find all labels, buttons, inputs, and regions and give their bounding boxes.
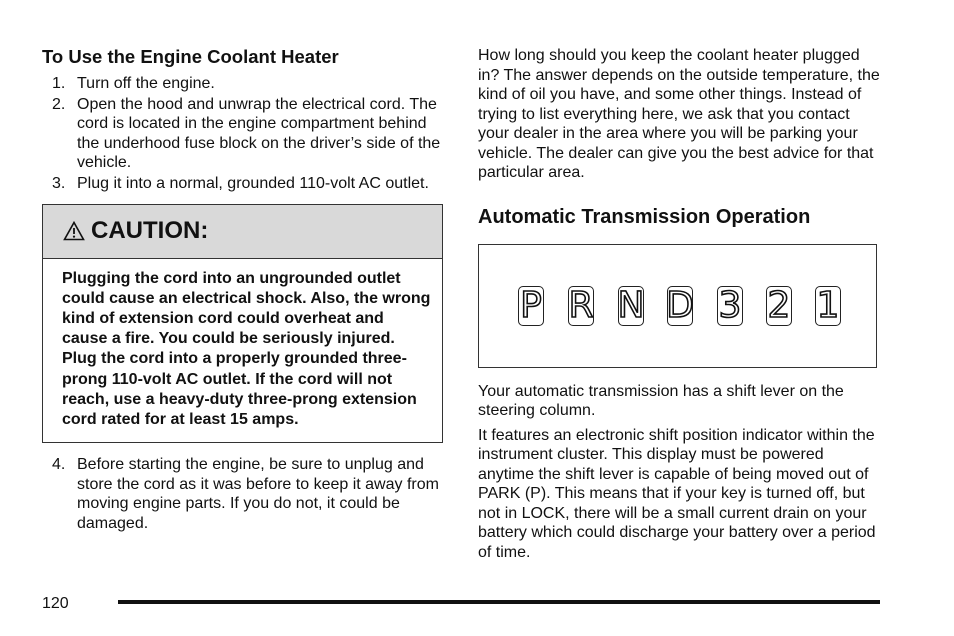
step-number: 4. [52,456,66,474]
paragraph-indicator: It features an electronic shift position indicator within the instrument cluster. This display must be powered anytime the shift lever is capable of being moved out of PARK (P). This means that if your key is turned off, but not in LOCK, there will be a small current drain on your battery which could discharge your battery over a period of time. [478,426,876,561]
step-text: Turn off the engine. [77,75,215,92]
page-number: 120 [42,595,69,612]
paragraph-shift-lever: Your automatic transmission has a shift lever on the steering column. [478,382,844,419]
caution-text: Plugging the cord into an ungrounded outlet could cause an electrical shock. Also, the wrong kind of extension cord could overheat and cause a fire. You could be seriously injured. Plug the cord into a properly grounded three-prong 110-volt AC outlet. If the cord will not reach, use a heavy-duty three-prong extension cord rated for at least 15 amps. [62,269,431,428]
caution-title: CAUTION: [91,217,209,245]
gear-2: 2 [767,284,791,326]
step-text: Open the hood and unwrap the electrical cord. The cord is located in the engine compartment behind the underhood fuse block on the driver’s side of the vehicle. [77,95,441,172]
step-text: Before starting the engine, be sure to unplug and store the cord as it was before to keep it away from moving engine parts. If you do not, it could be damaged. [77,456,439,532]
gear-p: P [518,286,544,326]
section-heading: Automatic Transmission Operation [478,205,811,228]
step-text: Plug it into a normal, grounded 110-volt AC outlet. [77,174,429,192]
footer-divider [118,600,880,604]
gear-3: 3 [718,284,742,326]
caution-header [43,205,442,259]
intro-paragraph: How long should you keep the coolant heater plugged in? The answer depends on the outside temperature, the kind of oil you have, and some other things. Instead of trying to list everything here, we ask that you contact your dealer in the area where you will be parking your vehicle. The dealer can give you the best advice for that particular area. [478,47,880,181]
list-item [42,455,446,533]
gear-n: N [617,284,645,326]
list-item [42,74,446,94]
shift-indicator-illustration [478,244,877,368]
steps-list-continued [42,455,446,533]
gear-r: R [568,284,594,326]
list-item [42,95,446,173]
caution-box [42,204,443,444]
gear-1: 1 [816,284,840,326]
list-item [42,174,446,194]
warning-triangle-icon [63,221,85,241]
steps-list [42,74,446,194]
section-title: To Use the Engine Coolant Heater [42,46,339,67]
gear-d: D [666,284,694,326]
left-column [42,46,446,535]
step-number: 3. [52,174,66,192]
step-number: 2. [52,95,66,113]
right-column [478,46,880,562]
step-number: 1. [52,75,66,92]
